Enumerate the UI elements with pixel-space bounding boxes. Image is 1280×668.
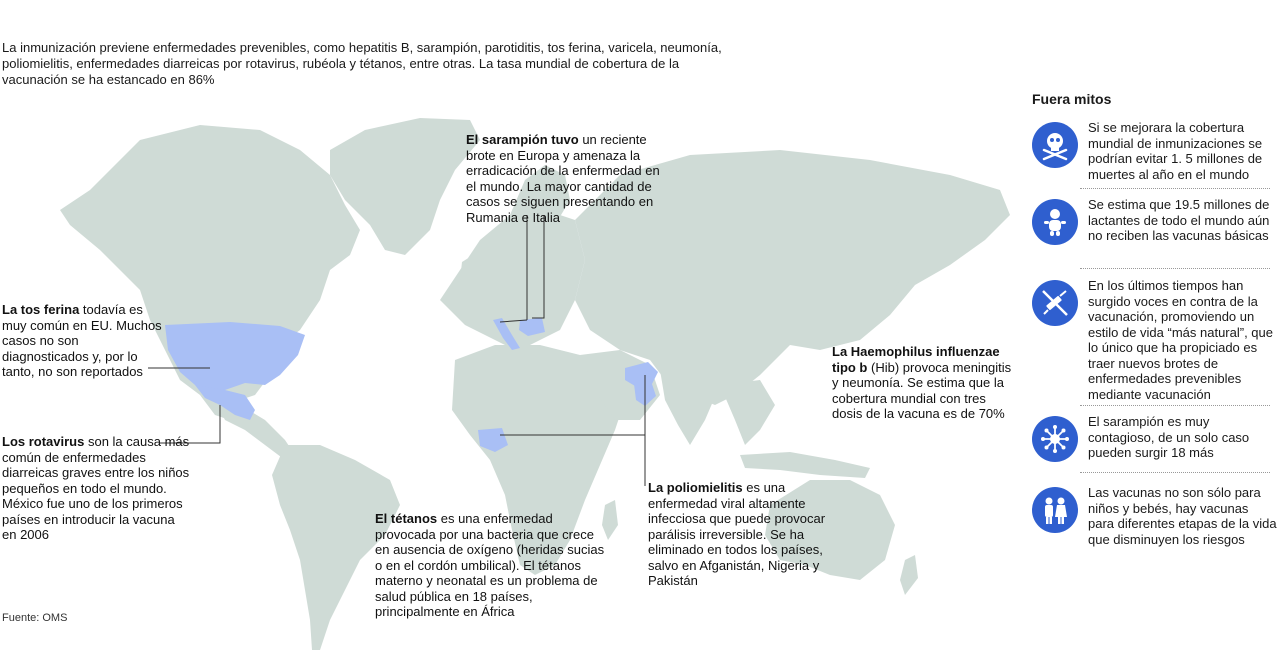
intro-paragraph: La inmunización previene enfermedades prevenibles, como hepatitis B, sarampión, parotiditis, tos ferina, varicela, neumonía, poliomielitis, enfermedades diarreicas por rotavirus, rubéola y tétanos, entre otras. La tasa mundial de cobertura de la vacunación se ha estancado en 86% xyxy=(2,40,722,87)
myth-item xyxy=(1032,120,1277,182)
annotation-tos-ferina-title: La tos ferina xyxy=(2,302,80,317)
myth-text: Si se mejorara la cobertura mundial de inmunizaciones se podrían evitar 1. 5 millones de muertes al año en el mundo xyxy=(1088,120,1263,182)
sidebar-title: Fuera mitos xyxy=(1032,91,1112,107)
annotation-rotavirus xyxy=(2,434,192,543)
baby-icon xyxy=(1032,199,1078,245)
india xyxy=(660,365,720,445)
new-zealand xyxy=(900,555,918,595)
annotation-sarampion-text: un reciente brote en Europa y amenaza la erradicación de la enfermedad en el mundo. La mayor cantidad de casos se siguen presentando en Rumania e Italia xyxy=(466,132,660,225)
annotation-hib xyxy=(832,344,1012,422)
myth-text: El sarampión es muy contagioso, de un solo caso pueden surgir 18 más xyxy=(1088,414,1250,460)
skull-crossbones-icon xyxy=(1032,122,1078,168)
se-asia xyxy=(720,380,775,445)
annotation-polio-text: es una enfermedad viral altamente infecciosa que puede provocar parálisis irreversible. Se ha eliminado en todos los países, salvo en Afganistán, Nigeria y Pakistán xyxy=(648,480,826,588)
annotation-polio-title: La poliomielitis xyxy=(648,480,743,495)
annotation-rotavirus-text: son la causa más común de enfermedades diarreicas graves entre los niños pequeños en todo el mundo. México fue uno de los primeros países en introducir la vacuna en 2006 xyxy=(2,434,190,542)
annotation-hib-text: (Hib) provoca meningitis y neumonía. Se estima que la cobertura mundial con tres dosis de la vacuna es de 70% xyxy=(832,359,1012,421)
divider xyxy=(1080,268,1270,269)
myth-item xyxy=(1032,414,1277,462)
annotation-tos-ferina xyxy=(2,302,162,380)
annotation-sarampion xyxy=(466,132,666,225)
myth-text: En los últimos tiempos han surgido voces en contra de la vacunación, promoviendo un estilo de vida “más natural”, que lo único que ha propiciado es traer nuevos brotes de enfermedades prevenibles mediante vacunación xyxy=(1088,278,1273,402)
annotation-tetanos xyxy=(375,511,610,620)
myth-item xyxy=(1032,485,1277,547)
annotation-rotavirus-title: Los rotavirus xyxy=(2,434,85,449)
annotation-tetanos-text: es una enfermedad provocada por una bacteria que crece en ausencia de oxígeno (heridas sucias o en el cordón umbilical). El tétanos materno y neonatal es un problema de salud pública en 18 países, principalmente en África xyxy=(375,511,605,619)
annotation-tetanos-title: El tétanos xyxy=(375,511,438,526)
source-note: Fuente: OMS xyxy=(2,612,68,624)
divider xyxy=(1080,188,1270,189)
indonesia xyxy=(740,452,870,478)
family-icon xyxy=(1032,487,1078,533)
myth-item xyxy=(1032,197,1277,245)
divider xyxy=(1080,405,1270,406)
annotation-hib-title: La Haemophilus influenzae tipo b xyxy=(832,344,1000,375)
myth-text: Se estima que 19.5 millones de lactantes de todo el mundo aún no reciben las vacunas básicas xyxy=(1088,197,1270,243)
annotation-sarampion-title: El sarampión tuvo xyxy=(466,132,579,147)
virus-icon xyxy=(1032,416,1078,462)
no-syringe-icon xyxy=(1032,280,1078,326)
annotation-tos-ferina-text: todavía es muy común en EU. Muchos casos no son diagnosticados y, por lo tanto, no son reportados xyxy=(2,302,162,379)
myth-item xyxy=(1032,278,1277,402)
annotation-polio xyxy=(648,480,828,589)
divider xyxy=(1080,472,1270,473)
myth-text: Las vacunas no son sólo para niños y bebés, hay vacunas para diferentes etapas de la vida que disminuyen los riesgos xyxy=(1088,485,1277,547)
